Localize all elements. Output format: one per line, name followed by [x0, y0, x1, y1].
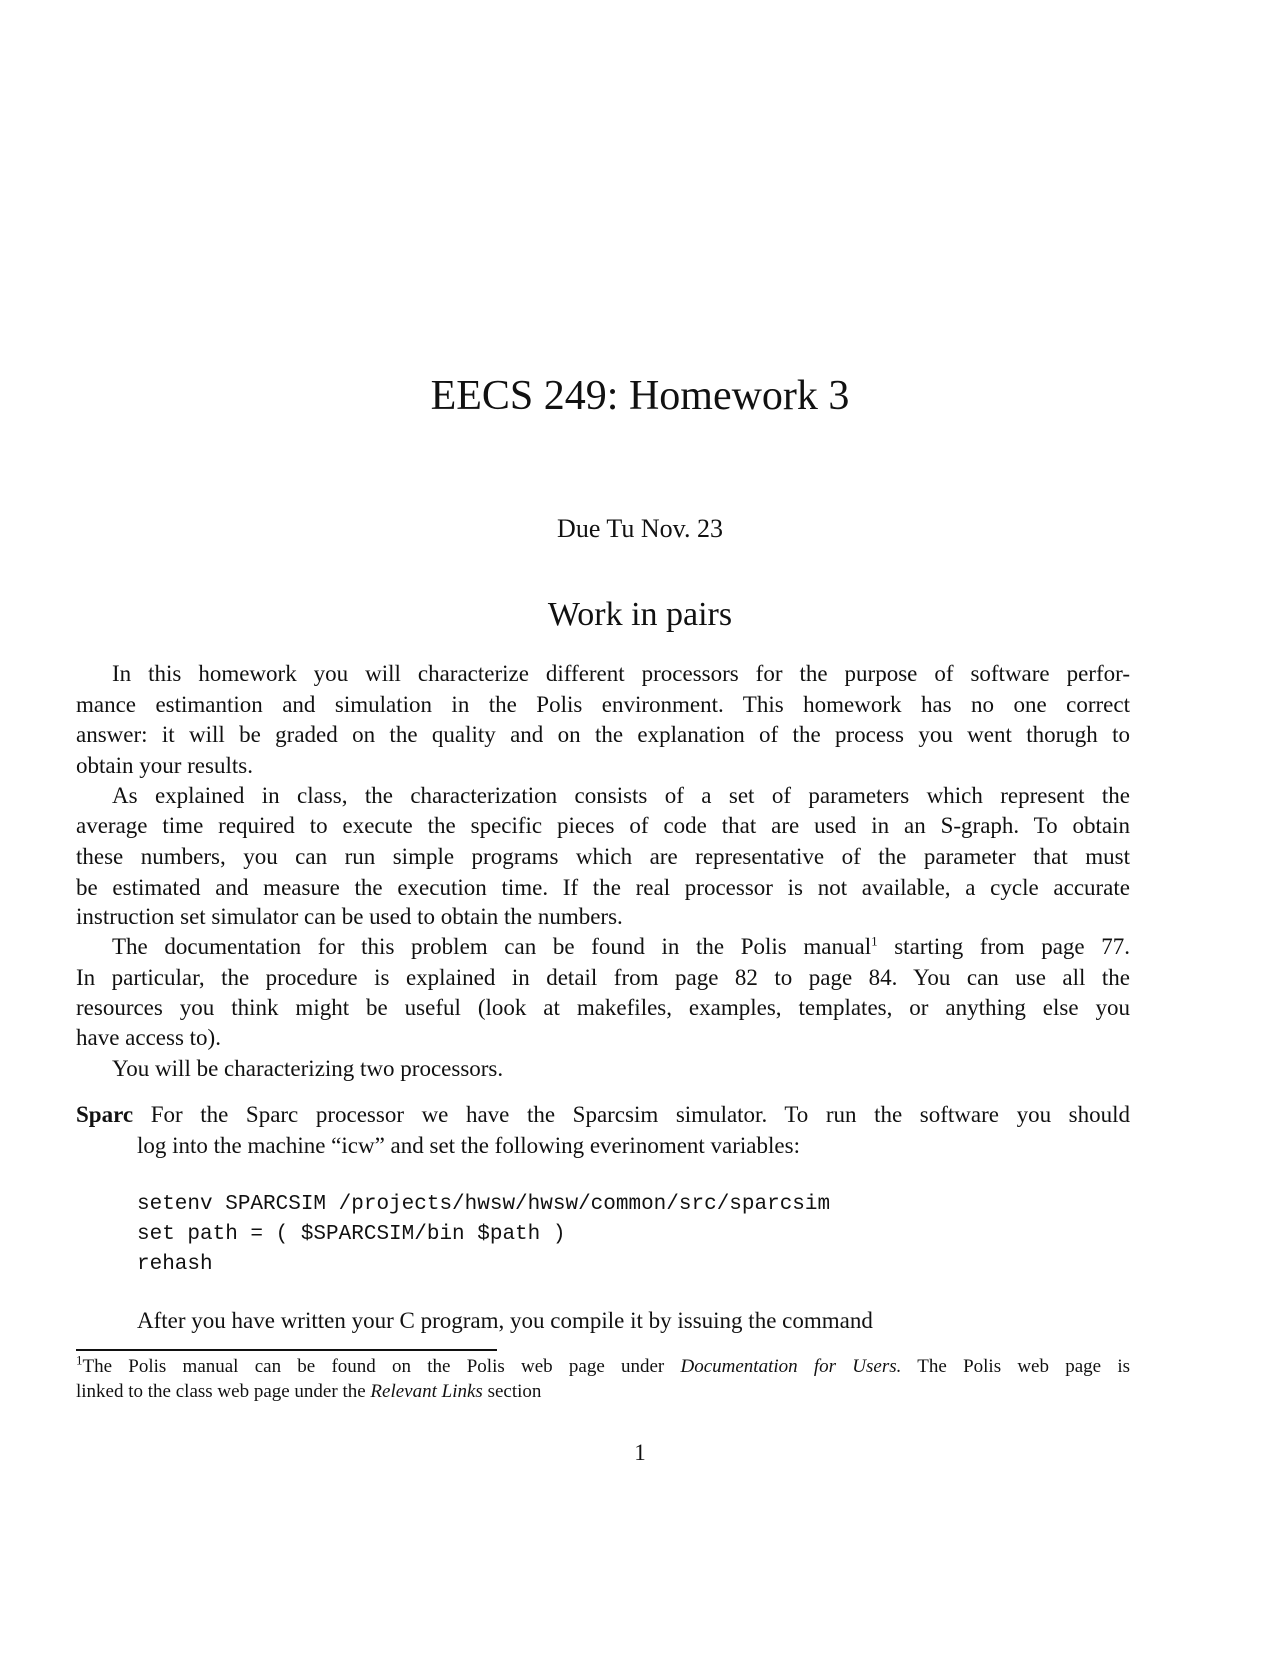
text: starting from page 77.	[877, 934, 1130, 959]
text-line: be estimated and measure the execution time. If the real processor is not available, a cycle accurate	[76, 875, 1130, 900]
footnote-mark: 1	[76, 1352, 83, 1368]
text-line: As explained in class, the characterization consists of a set of parameters which represent the	[112, 783, 1130, 808]
text-line: mance estimantion and simulation in the Polis environment. This homework has no one correct	[76, 692, 1130, 717]
code-line: setenv SPARCSIM /projects/hwsw/hwsw/common/src/sparcsim	[137, 1193, 831, 1216]
text-line	[112, 932, 1130, 962]
text-line: In this homework you will characterize different processors for the purpose of software perfor-	[112, 661, 1130, 686]
text-line: average time required to execute the specific pieces of code that are used in an S-graph. To obtain	[76, 813, 1130, 838]
text-line: resources you think might be useful (look at makefiles, examples, templates, or anything else you	[76, 995, 1130, 1020]
document-title: EECS 249: Homework 3	[430, 373, 850, 419]
footnote-rule	[76, 1349, 497, 1351]
text: section	[482, 1381, 542, 1402]
text-line: After you have written your C program, you compile it by issuing the command	[137, 1308, 873, 1333]
text-line	[76, 1100, 1130, 1130]
text: The Polis web page is	[901, 1356, 1130, 1377]
text-line: these numbers, you can run simple programs which are representative of the parameter that must	[76, 844, 1130, 869]
sparc-term: Sparc	[76, 1102, 134, 1127]
paragraph-processors: You will be characterizing two processors.	[112, 1056, 504, 1081]
text-line: In particular, the procedure is explained in detail from page 82 to page 84. You can use all the	[76, 965, 1130, 990]
text-line: log into the machine “icw” and set the following everinoment variables:	[137, 1133, 800, 1158]
code-line: rehash	[137, 1253, 213, 1276]
footnote-mark[interactable]: 1	[871, 933, 878, 949]
subtitle: Work in pairs	[547, 596, 733, 633]
text: The documentation for this problem can be found in the Polis manual	[112, 934, 872, 959]
text: For the Sparc processor we have the Sparcsim simulator. To run the software you should	[150, 1102, 1130, 1127]
text-line: instruction set simulator can be used to obtain the numbers.	[76, 904, 623, 929]
text-line: have access to).	[76, 1025, 221, 1050]
text-line: obtain your results.	[76, 753, 253, 778]
code-line: set path = ( $SPARCSIM/bin $path )	[137, 1223, 566, 1246]
text: The Polis manual can be found on the Polis web page under	[82, 1356, 681, 1377]
footnote-line	[76, 1379, 1130, 1404]
text: linked to the class web page under the	[76, 1381, 371, 1402]
link-text: Relevant Links	[370, 1381, 483, 1402]
footnote-line	[76, 1354, 1130, 1379]
page-number: 1	[634, 1440, 646, 1465]
text-line: answer: it will be graded on the quality and on the explanation of the process you went thorugh to	[76, 722, 1130, 747]
link-text: Documentation for Users.	[680, 1356, 902, 1377]
due-date: Due Tu Nov. 23	[557, 514, 723, 543]
